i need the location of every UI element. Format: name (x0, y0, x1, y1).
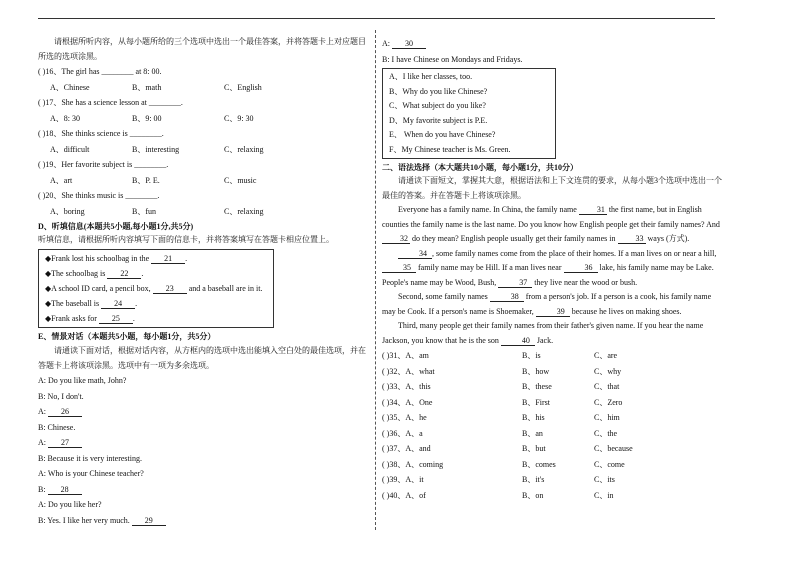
option-b: B、9: 00 (132, 113, 162, 123)
dialogue-line (38, 513, 368, 529)
option-c: C、that (594, 382, 620, 391)
option-b: B、how (522, 366, 550, 376)
question-a: ( )35、A、he (382, 413, 427, 422)
left-column (38, 34, 368, 528)
option-item: A、I like her classes, too. (389, 72, 473, 81)
dialogue-line (38, 435, 368, 451)
option-item: C、What subject do you like? (389, 101, 486, 110)
dialogue-text: A: (382, 39, 392, 48)
section-d-title: D、听填信息(本题共5小题,每小题1分,共5分) (38, 222, 194, 231)
dialogue-text: B: I have Chinese on Mondays and Fridays. (382, 54, 523, 64)
answer-blank: 23 (153, 284, 187, 294)
right-column (382, 36, 722, 503)
option-b: B、his (522, 413, 545, 422)
question-row (382, 441, 722, 457)
info-card-item (45, 296, 267, 311)
section-2-intro: 请通读下面短文，掌握其大意，根据语法和上下文连贯的要求，从每小题3个选项中选出一个最佳的答案。并在答题卡上将该项涂黑。 (382, 176, 722, 200)
option-b: B、fun (132, 206, 156, 216)
option-c: C、because (594, 444, 633, 453)
dialogue-line (382, 36, 722, 52)
dialogue-text: A: Do you like her? (38, 500, 102, 509)
question-text: ( )20、She thinks music is ________. (38, 191, 160, 200)
passage-paragraph-4: Third, many people get their family names from their father's given name. If you hear the name Jackson, you know that he is the son 40 Jack. (382, 321, 704, 345)
answer-blank: 21 (151, 254, 185, 264)
dialogue-line (382, 52, 722, 68)
option-row (38, 173, 368, 189)
option-c: C、the (594, 428, 618, 438)
info-text: ◆A school ID card, a pencil box, (45, 284, 153, 293)
question-a: ( )40、A、of (382, 490, 426, 500)
option-b: B、on (522, 490, 544, 500)
info-card-item (45, 311, 267, 326)
question-row (38, 188, 368, 204)
listening-intro-line-1: 请根据所听内容，从每小题所给的三个选项中选出一个最佳答案，并将答题卡上对应题目 (54, 37, 366, 46)
blank-38: 38 (490, 292, 524, 302)
option-b: B、comes (522, 459, 556, 469)
info-text-end: and a baseball are in it. (186, 284, 263, 293)
section-2-title: 二、语法选择（本大题共10小题，每小题1分，共10分） (382, 163, 578, 172)
option-b: B、these (522, 382, 552, 391)
blank-39: 39 (536, 307, 570, 317)
info-card-item (45, 251, 267, 266)
info-text-end: . (132, 314, 135, 323)
question-row (38, 126, 368, 142)
info-text: ◆Frank lost his schoolbag in the (45, 254, 152, 263)
question-a: ( )39、A、it (382, 475, 424, 484)
option-b: B、math (132, 82, 162, 92)
info-card-box (38, 249, 274, 328)
option-item: F、My Chinese teacher is Ms. Green. (389, 144, 511, 154)
dialogue-text: B: Chinese. (38, 422, 76, 432)
answer-blank: 29 (132, 516, 166, 526)
option-c: C、him (594, 413, 620, 422)
dialogue-line (38, 420, 368, 436)
option-b: B、an (522, 428, 543, 438)
option-c: C、music (224, 175, 257, 185)
blank-37: 37 (498, 278, 532, 288)
dialogue-text: B: (38, 484, 48, 494)
question-a: ( )36、A、a (382, 428, 423, 438)
question-row (382, 410, 722, 426)
dialogue-text: A: Who is your Chinese teacher? (38, 469, 144, 478)
dialogue-text: B: Because it is very interesting. (38, 453, 142, 463)
header-rule (38, 18, 715, 19)
blank-33: 33 (618, 234, 646, 244)
question-a: ( )31、A、am (382, 351, 429, 360)
section-d-intro: 听填信息，请根据所听内容填写下面的信息卡，并将答案填写在答题卡相应位置上。 (38, 235, 334, 244)
answer-blank: 26 (48, 407, 82, 417)
option-c: C、relaxing (224, 206, 264, 216)
answer-blank: 28 (48, 485, 82, 495)
question-a: ( )38、A、coming (382, 459, 444, 469)
option-c: C、why (594, 366, 622, 376)
question-a: ( )37、A、and (382, 444, 431, 453)
blank-40: 40 (501, 336, 535, 346)
listening-intro-line-2: 所选的选项涂黑。 (38, 52, 102, 61)
dialogue-line (38, 466, 368, 482)
question-row (382, 379, 722, 395)
blank-31: 31 (579, 205, 607, 215)
option-row (38, 142, 368, 158)
option-a: A、difficult (50, 144, 90, 154)
option-b: B、P. E. (132, 175, 160, 185)
dialogue-text: A: (38, 438, 48, 447)
dialogue-line (38, 451, 368, 467)
dialogue-line (38, 404, 368, 420)
section-e-intro-line-2: 答题卡上将该项涂黑。选项中有一项为多余选项。 (38, 361, 214, 370)
info-text: ◆The schoolbag is (45, 269, 108, 278)
answer-blank: 25 (99, 314, 133, 324)
option-c: C、its (594, 475, 615, 484)
question-row (38, 64, 368, 80)
option-a: A、art (50, 175, 73, 185)
section-e-intro-line-1: 请通读下面对话，根据对话内容，从方框内的选项中选出能填入空白处的最佳选项，并在 (54, 346, 366, 355)
option-a: A、Chinese (50, 82, 90, 92)
blank-32: 32 (382, 234, 410, 244)
question-row (382, 348, 722, 364)
dialogue-text: A: Do you like math, John? (38, 376, 127, 385)
dialogue-right (382, 36, 722, 67)
option-b: B、First (522, 397, 551, 407)
question-text: ( )17、She has a science lesson at ________. (38, 98, 183, 107)
question-a: ( )32、A、what (382, 366, 435, 376)
answer-blank: 30 (392, 39, 426, 49)
option-a: A、8: 30 (50, 113, 80, 123)
question-row (38, 157, 368, 173)
question-row (38, 95, 368, 111)
info-card-item (45, 281, 267, 296)
question-row (382, 364, 722, 380)
dialogue-text: B: Yes. I like her very much. (38, 515, 132, 525)
info-text: ◆The baseball is (45, 299, 102, 308)
info-text: ◆Frank asks for (45, 314, 99, 323)
questions-31-40 (382, 348, 722, 503)
dialogue-left (38, 373, 368, 528)
option-a: A、boring (50, 206, 85, 216)
option-b: B、but (522, 444, 546, 453)
info-card-item (45, 266, 267, 281)
dialogue-text: A: (38, 407, 48, 416)
dialogue-text: B: No, I don't. (38, 391, 84, 401)
questions-16-20 (38, 64, 368, 219)
option-c: C、are (594, 351, 618, 360)
dialogue-line (38, 497, 368, 513)
column-divider (375, 30, 376, 530)
dialogue-line (38, 373, 368, 389)
option-c: C、in (594, 490, 614, 500)
option-c: C、relaxing (224, 144, 264, 154)
question-text: ( )16、The girl has ________ at 8: 00. (38, 67, 162, 76)
info-text-end: . (135, 299, 138, 308)
blank-34: 34 (398, 249, 432, 259)
option-c: C、English (224, 82, 262, 92)
option-b: B、it's (522, 475, 545, 484)
dialogue-line (38, 389, 368, 405)
question-row (382, 488, 722, 504)
option-c: C、9: 30 (224, 113, 254, 123)
answer-blank: 27 (48, 438, 82, 448)
info-text-end: . (141, 269, 144, 278)
option-row (38, 80, 368, 96)
answer-blank: 22 (107, 269, 141, 279)
question-row (382, 395, 722, 411)
blank-36: 36 (564, 263, 598, 273)
question-a: ( )34、A、One (382, 397, 433, 407)
question-row (382, 457, 722, 473)
option-c: C、come (594, 459, 625, 469)
option-row (38, 111, 368, 127)
dialogue-line (38, 482, 368, 498)
blank-35: 35 (382, 263, 416, 273)
option-b: B、is (522, 351, 541, 360)
passage-paragraph-2: 34 , some family names come from the place of their homes. If a man lives on or near a hill, 35 family name may be Hill. If a man lives near 36 lake, his family name may be Lake. People's name may be Wood, Bush, 37 they live near the wood or bush. (382, 248, 717, 287)
question-text: ( )18、She thinks science is ________. (38, 129, 164, 138)
passage-paragraph-1: Everyone has a family name. In China, the family name 31 the first name, but in English counties the family name is the last name. Do you know how English people get their family names? And 32 do they mean? English people usually get their family names in 33 ways (方式). (382, 205, 720, 243)
section-e-title: E、情景对话（本题共5小题，每小题1分，共5分） (38, 332, 216, 341)
info-text-end: . (185, 254, 188, 263)
question-a: ( )33、A、this (382, 382, 431, 391)
option-b: B、interesting (132, 144, 180, 154)
question-row (382, 426, 722, 442)
option-item: D、My favorite subject is P.E. (389, 115, 488, 125)
option-row (38, 204, 368, 220)
passage-paragraph-3: Second, some family names 38 from a person's job. If a person is a cook, his family name may be Cook. If a person's name is Shoemaker, 39 because he lives on making shoes. (382, 292, 712, 316)
answer-blank: 24 (101, 299, 135, 309)
option-item: B、Why do you like Chinese? (389, 86, 488, 96)
question-text: ( )19、Her favorite subject is ________. (38, 160, 169, 169)
question-row (382, 472, 722, 488)
option-c: C、Zero (594, 397, 623, 407)
option-item: E、 When do you have Chinese? (389, 130, 496, 139)
options-box (382, 68, 556, 159)
